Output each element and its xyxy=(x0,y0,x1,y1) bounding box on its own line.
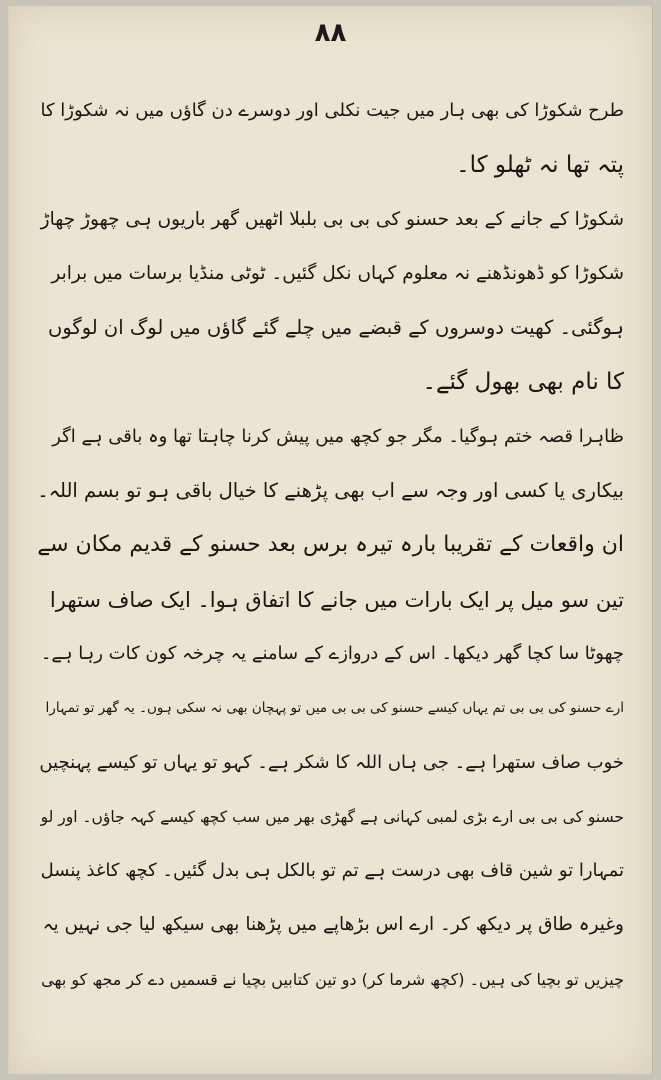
text-line: پتہ تھا نہ ٹھلو کا۔ xyxy=(456,152,624,179)
body-text xyxy=(37,84,624,1007)
text-line: شکوڑا کو ڈھونڈھنے نہ معلوم کہاں نکل گئیں۔ ٹوٹی منڈیا برسات میں برابر xyxy=(51,262,624,284)
text-line: چیزیں تو بچیا کی ہیں۔ (کچھ شرما کر) دو تین کتابیں بچیا نے قسمیں دے کر مجھ کو بھی xyxy=(41,969,624,989)
text-line: ظاہرا قصہ ختم ہوگیا۔ مگر جو کچھ میں پیش کرنا چاہتا تھا وہ باقی ہے اگر xyxy=(52,425,624,447)
text-line: تین سو میل پر ایک بارات میں جانے کا اتفاق ہوا۔ ایک صاف ستھرا xyxy=(49,587,624,612)
text-line: وغیرہ طاق پر دیکھ کر۔ ارے اس بڑھاپے میں پڑھنا بھی سیکھ لیا جی نہیں یہ xyxy=(42,914,624,936)
text-line: بیکاری یا کسی اور وجہ سے اب بھی پڑھنے کا خیال باقی ہو تو بسم اللہ۔ xyxy=(37,479,624,503)
text-line: ارے حسنو کی بی بی تم یہاں کیسے حسنو کی بی بی میں تو پہچان بھی نہ سکی ہوں۔ یہ گھر تو تمہارا xyxy=(45,700,624,717)
book-page xyxy=(8,6,653,1074)
text-line: کا نام بھی بھول گئے۔ xyxy=(422,369,624,396)
text-line: طرح شکوڑا کی بھی ہار میں جیت نکلی اور دوسرے دن گاؤں میں نہ شکوڑا کا xyxy=(40,100,624,121)
text-line: چھوٹا سا کچا گھر دیکھا۔ اس کے دروازے کے سامنے یہ چرخہ کون کات رہا ہے۔ xyxy=(40,642,624,664)
page-number: ٨٨ xyxy=(314,18,347,48)
text-line: تمہارا تو شین قاف بھی درست ہے تم تو بالکل ہی بدل گئیں۔ کچھ کاغذ پنسل xyxy=(40,860,624,882)
text-line: خوب صاف ستھرا ہے۔ جی ہاں اللہ کا شکر ہے۔ کہو تو یہاں تو کیسے پہنچیں xyxy=(39,751,624,773)
text-line: حسنو کی بی بی ارے بڑی لمبی کہانی ہے گھڑی بھر میں سب کچھ کیسے کہہ جاؤں۔ اور لو xyxy=(40,807,624,826)
text-line: ہوگئی۔ کھیت دوسروں کے قبضے میں چلے گئے گاؤں میں لوگ ان لوگوں xyxy=(48,316,624,340)
text-line: ان واقعات کے تقریبا بارہ تیرہ برس بعد حسنو کے قدیم مکان سے xyxy=(37,532,624,558)
text-line: شکوڑا کے جانے کے بعد حسنو کی بی بی بلبلا اٹھیں گھر باریوں ہی چھوڑ چھاڑ xyxy=(40,208,624,230)
